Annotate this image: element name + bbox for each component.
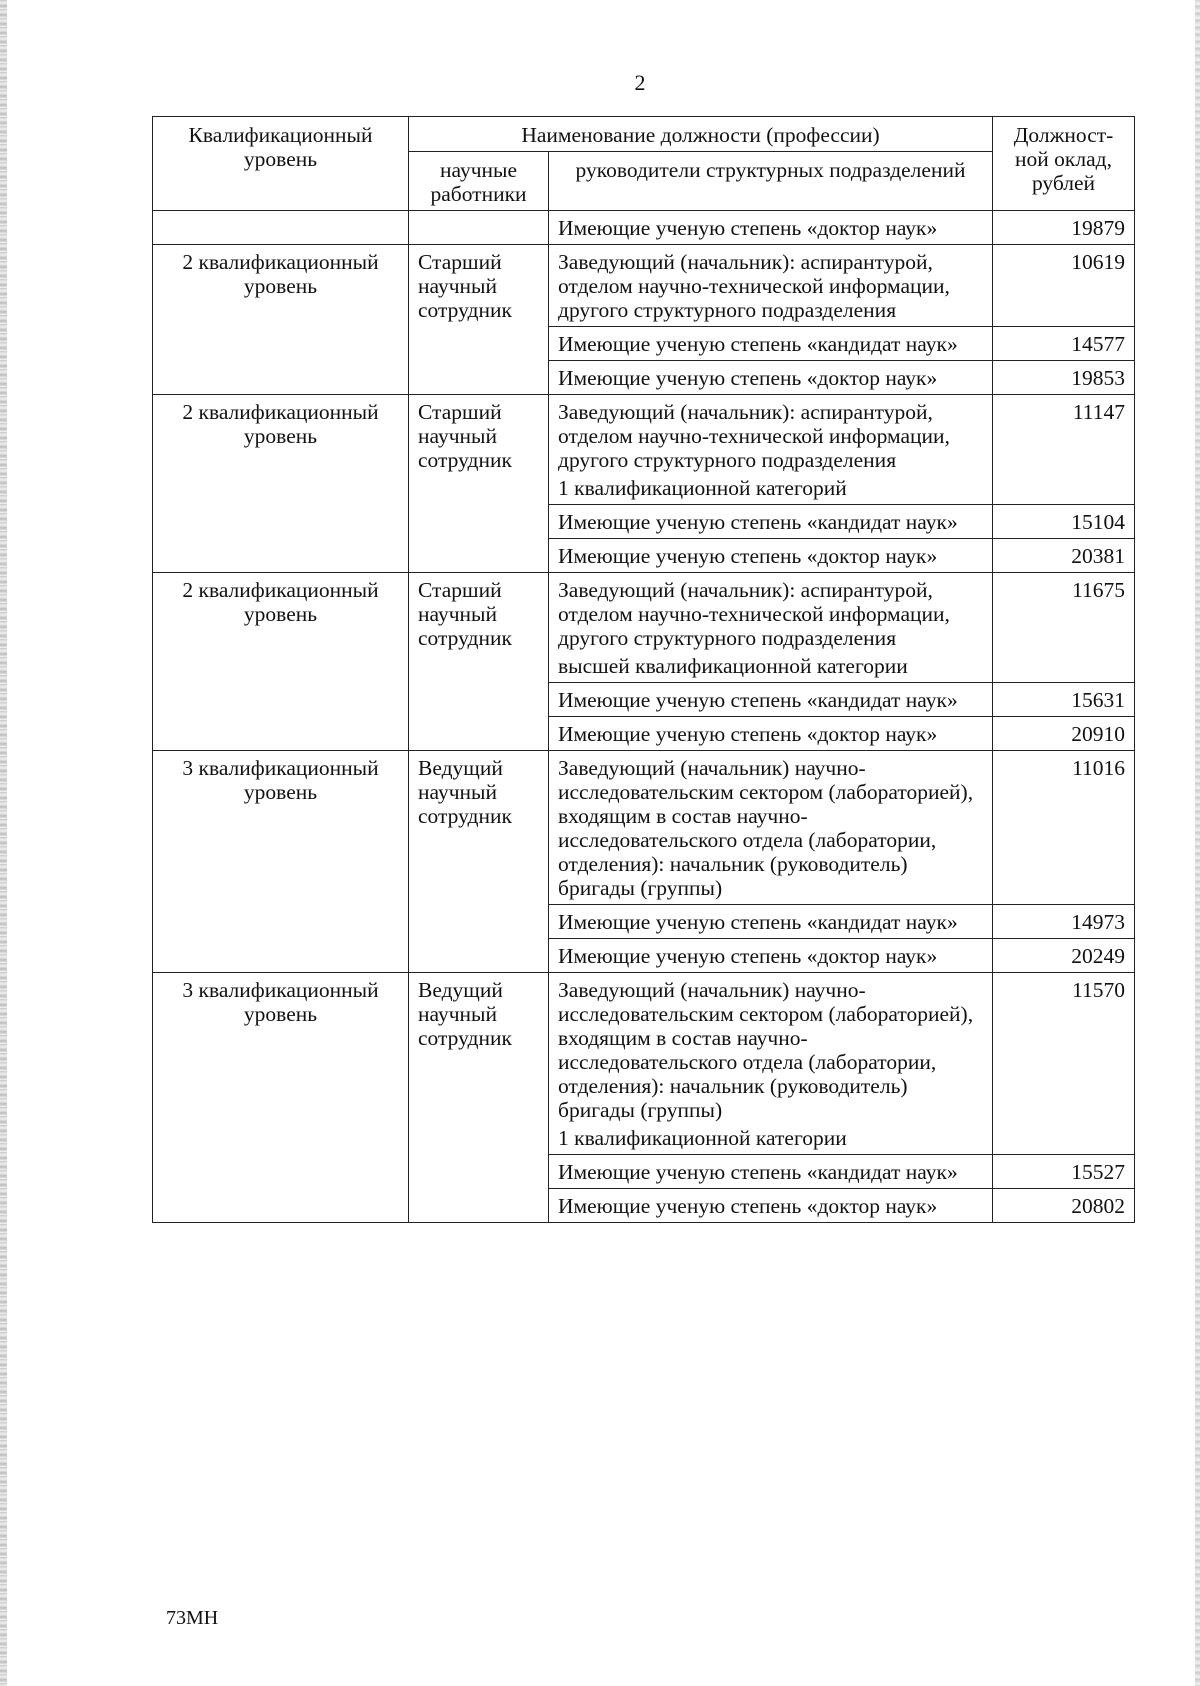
position-cell — [549, 1189, 993, 1223]
position-cell — [549, 939, 993, 973]
position-cell — [549, 327, 993, 361]
position-text: Имеющие ученую степень «доктор наук» — [558, 1194, 938, 1218]
position-text: Имеющие ученую степень «кандидат наук» — [558, 688, 958, 712]
position-cell: Имеющие ученую степень «доктор наук» — [549, 211, 993, 245]
header-level: Квалификационный уровень — [153, 117, 409, 211]
salary-cell: 11675 — [993, 573, 1135, 683]
position-cell — [549, 539, 993, 573]
position-cell — [549, 973, 993, 1155]
level-cell — [153, 211, 409, 245]
position-category: высшей квалификационной категории — [558, 654, 908, 678]
position-cell — [549, 717, 993, 751]
salary-cell: 15527 — [993, 1155, 1135, 1189]
position-category: 1 квалификационной категорий — [558, 476, 847, 500]
salary-cell: 20381 — [993, 539, 1135, 573]
position-cell — [549, 905, 993, 939]
salary-cell: 14973 — [993, 905, 1135, 939]
position-cell — [549, 361, 993, 395]
scan-edge-left — [0, 0, 7, 1686]
salary-cell: 19853 — [993, 361, 1135, 395]
table-row — [153, 973, 1135, 1155]
header-unit-heads: руководители структурных подразделений — [549, 152, 993, 211]
position-text: Имеющие ученую степень «доктор наук» — [558, 944, 938, 968]
position-text: Заведующий (начальник) научно-исследовательским сектором (лабораторией), входящим в состав научно-исследовательского отдела (лаборатории, отделения): начальник (руководитель) бригады (группы) — [558, 756, 974, 900]
worker-cell: Ведущий научный сотрудник — [409, 973, 549, 1223]
salary-cell: 11147 — [993, 395, 1135, 505]
table-row — [153, 395, 1135, 505]
salary-cell: 19879 — [993, 211, 1135, 245]
level-cell: 2 квалификационный уровень — [153, 245, 409, 395]
salary-table — [152, 116, 1135, 1223]
table-row — [153, 751, 1135, 905]
page-number: 2 — [634, 70, 646, 95]
position-cell — [549, 1155, 993, 1189]
scan-edge-right — [1195, 0, 1200, 1686]
position-text: Заведующий (начальник): аспирантурой, отделом научно-технической информации, другого структурного подразделения — [558, 250, 950, 322]
level-cell: 3 квалификационный уровень — [153, 973, 409, 1223]
level-cell: 2 квалификационный уровень — [153, 573, 409, 751]
table-row-continuation — [153, 211, 1135, 245]
position-text: Имеющие ученую степень «кандидат наук» — [558, 910, 958, 934]
position-category: 1 квалификационной категории — [558, 1126, 847, 1150]
salary-cell: 11570 — [993, 973, 1135, 1155]
table-row — [153, 245, 1135, 327]
header-row-top — [153, 117, 1135, 152]
header-scientific-workers: научные работники — [409, 152, 549, 211]
salary-cell: 11016 — [993, 751, 1135, 905]
worker-cell — [409, 211, 549, 245]
position-cell — [549, 245, 993, 327]
salary-cell: 20910 — [993, 717, 1135, 751]
salary-cell: 15104 — [993, 505, 1135, 539]
table-body — [153, 211, 1135, 1223]
position-text: Имеющие ученую степень «доктор наук» — [558, 722, 938, 746]
header-position-group: Наименование должности (профессии) — [409, 117, 993, 152]
position-cell — [549, 683, 993, 717]
position-text: Имеющие ученую степень «кандидат наук» — [558, 332, 958, 356]
position-text: Заведующий (начальник): аспирантурой, отделом научно-технической информации, другого структурного подразделения — [558, 578, 950, 650]
worker-cell: Старший научный сотрудник — [409, 573, 549, 751]
salary-cell: 20249 — [993, 939, 1135, 973]
salary-cell: 20802 — [993, 1189, 1135, 1223]
position-text: Имеющие ученую степень «кандидат наук» — [558, 1160, 958, 1184]
level-cell: 2 квалификационный уровень — [153, 395, 409, 573]
position-cell — [549, 573, 993, 683]
footer-code: 73МН — [166, 1607, 219, 1629]
salary-cell: 14577 — [993, 327, 1135, 361]
worker-cell: Старший научный сотрудник — [409, 395, 549, 573]
level-cell: 3 квалификационный уровень — [153, 751, 409, 973]
worker-cell: Ведущий научный сотрудник — [409, 751, 549, 973]
header-salary: Должност-ной оклад, рублей — [993, 117, 1135, 211]
position-text: Имеющие ученую степень «кандидат наук» — [558, 510, 958, 534]
position-text: Заведующий (начальник): аспирантурой, отделом научно-технической информации, другого структурного подразделения — [558, 400, 950, 472]
position-text: Имеющие ученую степень «доктор наук» — [558, 366, 938, 390]
position-text: Имеющие ученую степень «доктор наук» — [558, 544, 938, 568]
table-row — [153, 573, 1135, 683]
position-cell — [549, 505, 993, 539]
position-text: Заведующий (начальник) научно-исследовательским сектором (лабораторией), входящим в состав научно-исследовательского отдела (лаборатории, отделения): начальник (руководитель) бригады (группы) — [558, 978, 974, 1122]
worker-cell: Старший научный сотрудник — [409, 245, 549, 395]
position-cell — [549, 751, 993, 905]
salary-cell: 15631 — [993, 683, 1135, 717]
position-cell — [549, 395, 993, 505]
salary-cell: 10619 — [993, 245, 1135, 327]
